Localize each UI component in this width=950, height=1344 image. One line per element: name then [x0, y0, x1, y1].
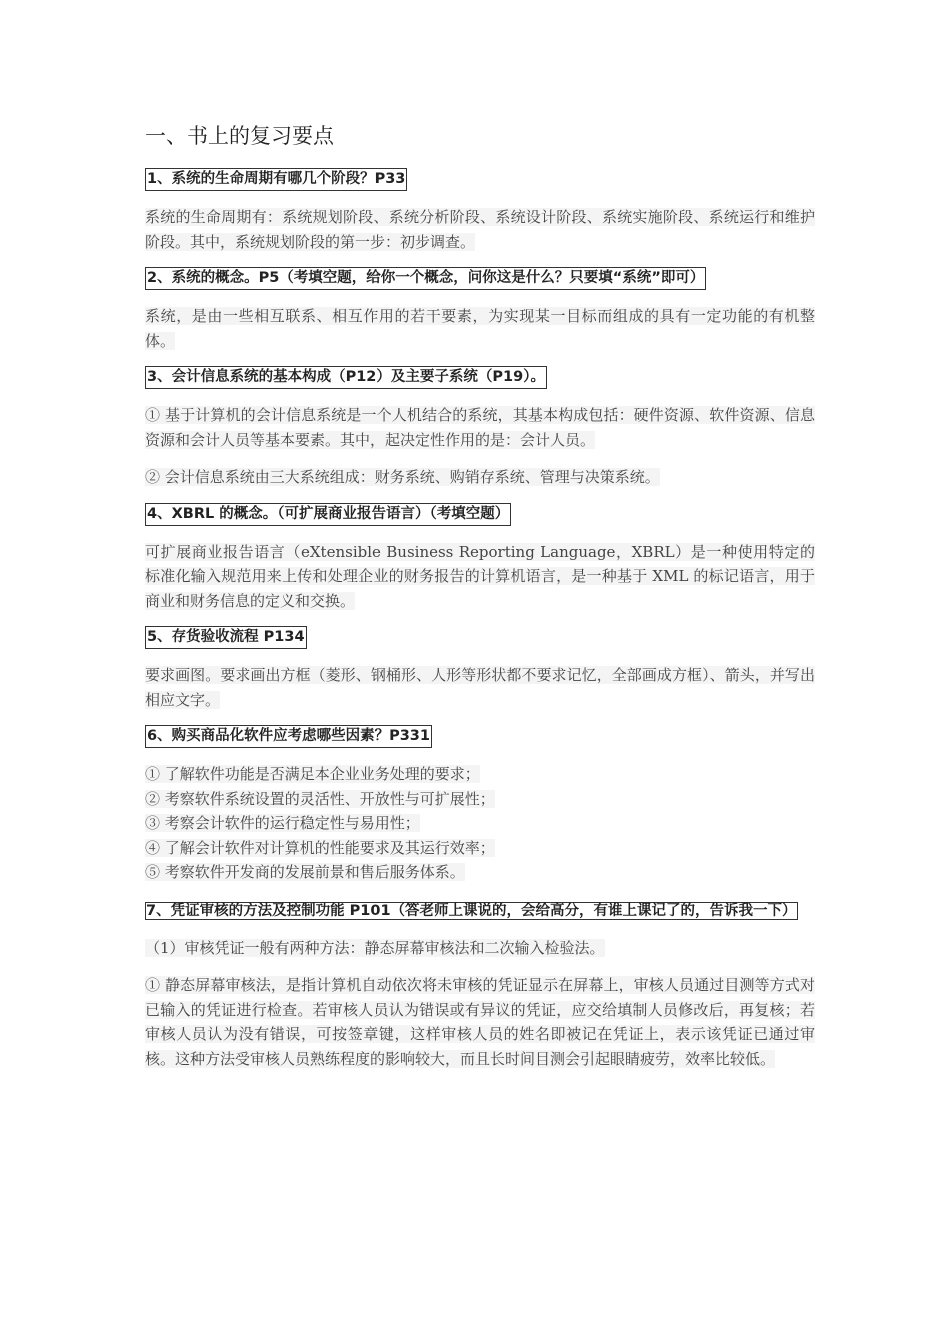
question-title: 7、凭证审核的方法及控制功能 P101（答老师上课说的，会给高分，有谁上课记了的，告诉我一下） — [146, 902, 797, 919]
list-item: ④ 了解会计软件对计算机的性能要求及其运行效率； — [145, 838, 495, 857]
question-5 — [145, 626, 815, 649]
question-title: 5、存货验收流程 P134 — [145, 626, 307, 649]
list-item: ① 了解软件功能是否满足本企业业务处理的要求； — [145, 765, 480, 783]
list-item: ② 考察软件系统设置的灵活性、开放性与可扩展性； — [145, 789, 495, 808]
section-heading: 一、书上的复习要点 — [145, 124, 334, 148]
answer-paragraph: 系统，是由一些相互联系、相互作用的若干要素，为实现某一目标而组成的具有一定功能的有机整体。 — [145, 307, 815, 350]
document-body — [145, 121, 815, 1071]
answer-paragraph: 可扩展商业报告语言（eXtensible Business Reporting Language，XBRL）是一种使用特定的标准化输入规范用来上传和处理企业的财务报告的计算机语言，是一种基于 XML 的标记语言，用于商业和财务信息的定义和交换。 — [145, 542, 815, 610]
question-4 — [145, 503, 815, 526]
question-title: 4、XBRL 的概念。（可扩展商业报告语言）（考填空题） — [145, 503, 511, 526]
question-title: 2、系统的概念。P5（考填空题，给你一个概念，问你这是什么？只要填“系统”即可） — [145, 267, 706, 290]
question-2 — [145, 267, 815, 290]
list-item: ⑤ 考察软件开发商的发展前景和售后服务体系。 — [145, 863, 465, 881]
answer-paragraph: ② 会计信息系统由三大系统组成：财务系统、购销存系统、管理与决策系统。 — [145, 468, 660, 486]
question-title: 6、购买商品化软件应考虑哪些因素？P331 — [145, 725, 432, 748]
factor-list — [145, 762, 815, 885]
answer-paragraph: 系统的生命周期有：系统规划阶段、系统分析阶段、系统设计阶段、系统实施阶段、系统运行和维护阶段。其中，系统规划阶段的第一步：初步调查。 — [145, 208, 815, 251]
answer-paragraph: （1）审核凭证一般有两种方法：静态屏幕审核法和二次输入检验法。 — [145, 938, 605, 957]
question-1 — [145, 168, 815, 191]
question-7 — [145, 898, 807, 922]
answer-paragraph: 要求画图。要求画出方框（菱形、钢桶形、人形等形状都不要求记忆，全部画成方框）、箭头，并写出相应文字。 — [145, 666, 815, 709]
question-3 — [145, 366, 815, 389]
answer-paragraph: ① 静态屏幕审核法，是指计算机自动依次将未审核的凭证显示在屏幕上，审核人员通过目测等方式对已输入的凭证进行检查。若审核人员认为错误或有异议的凭证，应交给填制人员修改后，再复核；若审核人员认为没有错误，可按签章键，这样审核人员的姓名即被记在凭证上，表示该凭证已通过审核。这种方法受审核人员熟练程度的影响较大，而且长时间目测会引起眼睛疲劳，效率比较低。 — [145, 976, 815, 1068]
answer-paragraph: ① 基于计算机的会计信息系统是一个人机结合的系统，其基本构成包括：硬件资源、软件资源、信息资源和会计人员等基本要素。其中，起决定性作用的是：会计人员。 — [145, 406, 815, 449]
list-item: ③ 考察会计软件的运行稳定性与易用性； — [145, 814, 420, 832]
question-title: 1、系统的生命周期有哪几个阶段？P33 — [145, 168, 407, 191]
question-title: 3、会计信息系统的基本构成（P12）及主要子系统（P19）。 — [145, 366, 547, 389]
question-6 — [145, 725, 815, 748]
